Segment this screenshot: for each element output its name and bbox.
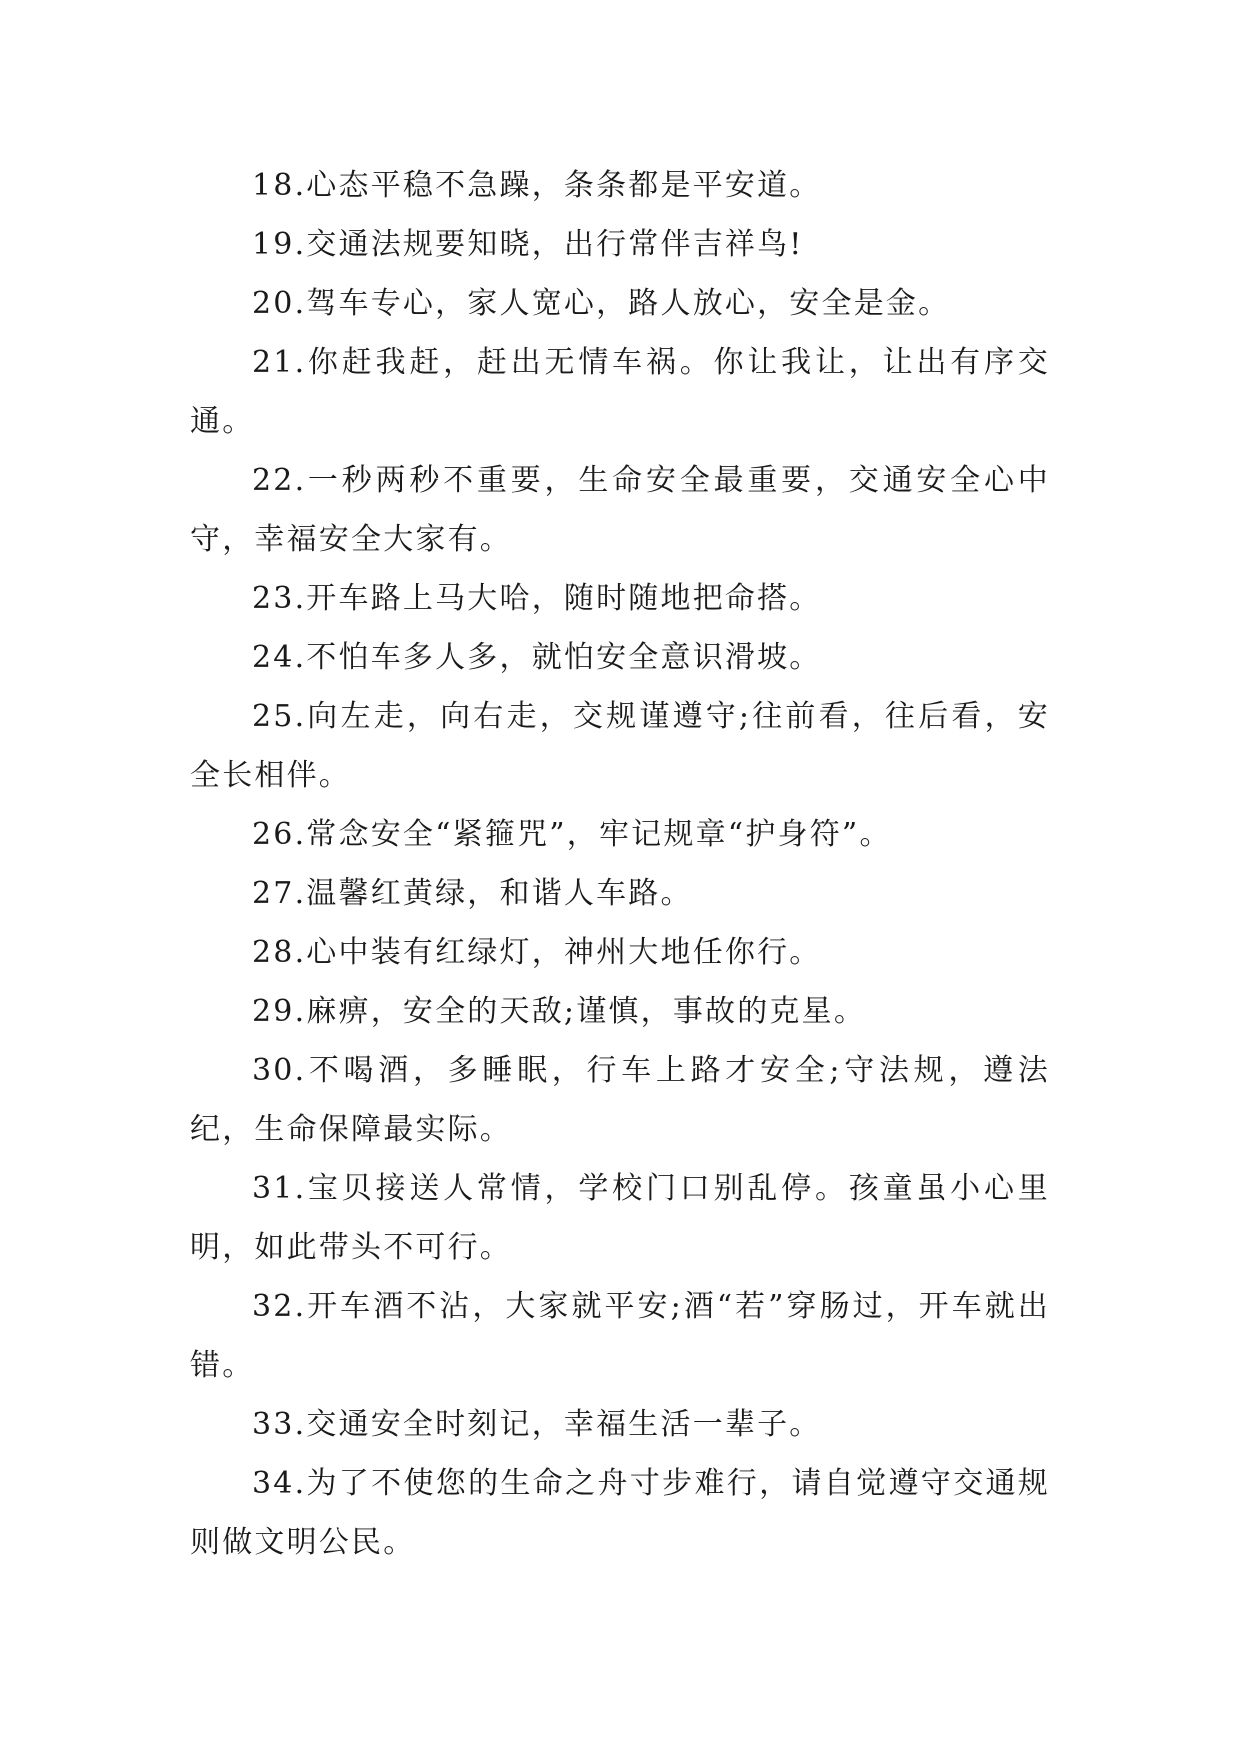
slogan-34: 34.为了不使您的生命之舟寸步难行，请自觉遵守交通规则做文明公民。	[190, 1466, 1050, 1560]
slogan-24: 24.不怕车多人多，就怕安全意识滑坡。	[252, 640, 822, 675]
slogan-26: 26.常念安全“紧箍咒”，牢记规章“护身符”。	[252, 817, 892, 852]
slogan-31: 31.宝贝接送人常情，学校门口别乱停。孩童虽小心里明，如此带头不可行。	[190, 1171, 1050, 1265]
slogan-list	[190, 156, 1050, 1572]
slogan-21: 21.你赶我赶，赶出无情车祸。你让我让，让出有序交通。	[190, 345, 1050, 439]
slogan-18: 18.心态平稳不急躁，条条都是平安道。	[252, 168, 822, 203]
slogan-29: 29.麻痹，安全的天敌;谨慎，事故的克星。	[252, 994, 867, 1029]
slogan-25: 25.向左走，向右走，交规谨遵守;往前看，往后看，安全长相伴。	[190, 699, 1050, 793]
slogan-22: 22.一秒两秒不重要，生命安全最重要，交通安全心中守，幸福安全大家有。	[190, 463, 1050, 557]
slogan-32: 32.开车酒不沾，大家就平安;酒“若”穿肠过，开车就出错。	[190, 1289, 1050, 1383]
slogan-23: 23.开车路上马大哈，随时随地把命搭。	[252, 581, 822, 616]
slogan-27: 27.温馨红黄绿，和谐人车路。	[252, 876, 693, 911]
slogan-28: 28.心中装有红绿灯，神州大地任你行。	[252, 935, 822, 970]
slogan-30: 30.不喝酒，多睡眠，行车上路才安全;守法规，遵法纪，生命保障最实际。	[190, 1053, 1050, 1147]
slogan-20: 20.驾车专心，家人宽心，路人放心，安全是金。	[252, 286, 951, 321]
slogan-33: 33.交通安全时刻记，幸福生活一辈子。	[252, 1407, 822, 1442]
slogan-19: 19.交通法规要知晓，出行常伴吉祥鸟!	[252, 227, 804, 262]
